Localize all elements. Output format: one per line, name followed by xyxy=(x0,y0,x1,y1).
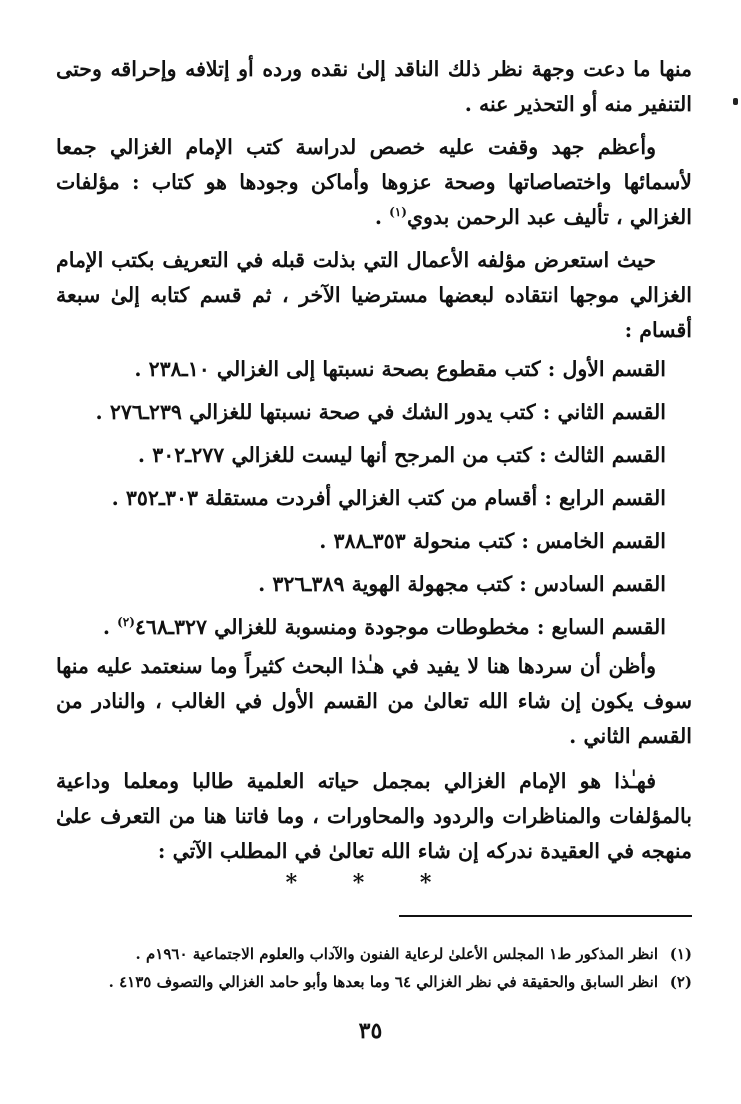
section-body: كتب مجهولة الهوية ٣٨٩ـ٣٢٦ . xyxy=(258,572,513,596)
footnote-rule xyxy=(399,915,692,917)
section-item xyxy=(56,606,692,649)
section-body: أقسام من كتب الغزالي أفردت مستقلة ٣٠٣ـ٣٥٢ . xyxy=(111,486,538,510)
section-body: كتب يدور الشك في صحة نسبتها للغزالي ٢٣٩ـ٢٧٦ . xyxy=(95,400,536,424)
footnote xyxy=(56,968,692,996)
section-item xyxy=(56,563,692,606)
footnote-number: (٢) xyxy=(669,973,692,991)
section-head: القسم السابع : xyxy=(536,615,666,639)
paragraph xyxy=(56,130,692,235)
sentence-end: . xyxy=(374,205,382,229)
sentence-end: . xyxy=(102,615,110,639)
section-item xyxy=(56,520,692,563)
paragraph: فهـٰذا هو الإمام الغزالي بمجمل حياته العلمية طالبا ومعلما وداعية بالمؤلفات والمناظرات والردود والمحاورات ، وما فاتنا هنا من التعرف علىٰ منهجه في العقيدة ندركه إن شاء الله تعالىٰ في المطلب الآتي : xyxy=(56,769,692,863)
section-item xyxy=(56,348,692,391)
section-body: كتب من المرجح أنها ليست للغزالي ٢٧٧ـ٣٠٢ . xyxy=(137,443,533,467)
margin-mark xyxy=(733,98,738,105)
paragraph: منها ما دعت وجهة نظر ذلك الناقد إلىٰ نقده ورده أو إتلافه وإحراقه وحتى التنفير منه أو التحذير عنه . xyxy=(56,57,692,116)
section-head: القسم السادس : xyxy=(519,572,666,596)
section-head: القسم الرابع : xyxy=(544,486,666,510)
paragraph: حيث استعرض مؤلفه الأعمال التي بذلت قبله في التعريف بكتب الإمام الغزالي موجها انتقاده لبعضها مسترضيا الآخر ، ثم قسم كتابه إلىٰ سبعة أقسام : xyxy=(56,248,692,342)
page-number: ٣٥ xyxy=(358,1018,383,1044)
paragraph: وأظن أن سردها هنا لا يفيد في هـٰذا البحث كثيراً وما سنعتمد عليه منها سوف يكون إن شاء الله تعالىٰ من القسم الأول في الغالب ، والنادر من القسم الثاني . xyxy=(56,654,692,748)
section-item xyxy=(56,434,692,477)
footnotes xyxy=(56,940,692,996)
footnote xyxy=(56,940,692,968)
footnote-marker: (٢) xyxy=(117,615,135,630)
section-head: القسم الثالث : xyxy=(539,443,666,467)
footnote-text: انظر المذكور ط١ المجلس الأعلىٰ لرعاية الفنون والآداب والعلوم الاجتماعية ١٩٦٠م . xyxy=(135,945,658,963)
footnote-marker: (١) xyxy=(389,205,407,220)
main-text xyxy=(56,52,692,869)
section-head: القسم الأول : xyxy=(547,357,666,381)
sections-list xyxy=(56,348,692,649)
section-item xyxy=(56,391,692,434)
section-head: القسم الخامس : xyxy=(521,529,666,553)
section-item xyxy=(56,477,692,520)
section-body: مخطوطات موجودة ومنسوبة للغزالي ٣٢٧ـ٤٦٨ xyxy=(134,615,530,639)
paragraph-text: وأعظم جهد وقفت عليه خصص لدراسة كتب الإمام الغزالي جمعا لأسمائها واختصاصاتها وصحة عزوها وأماكن وجودها هو كتاب : مؤلفات الغزالي ، تأليف عبد الرحمن بدوي xyxy=(56,135,692,229)
section-body: كتب مقطوع بصحة نسبتها إلى الغزالي ١٠ـ٢٣٨ . xyxy=(134,357,541,381)
footnote-number: (١) xyxy=(669,945,692,963)
footnote-text: انظر السابق والحقيقة في نظر الغزالي ٦٤ وما بعدها وأبو حامد الغزالي والتصوف ٤١٣٥ . xyxy=(108,973,658,991)
section-body: كتب منحولة ٣٥٣ـ٣٨٨ . xyxy=(319,529,515,553)
section-separator: * * * xyxy=(285,870,456,896)
section-head: القسم الثاني : xyxy=(542,400,666,424)
